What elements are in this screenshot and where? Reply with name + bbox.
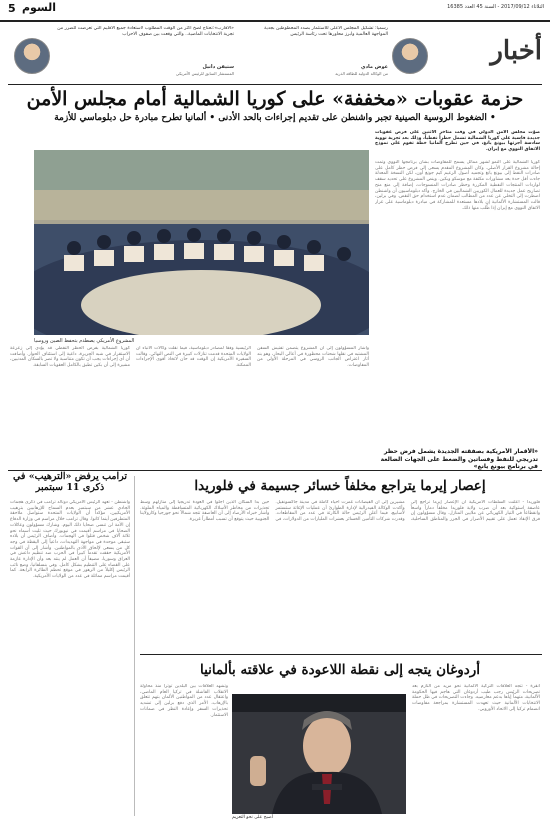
erdogan-photo-caption: أصبح على نحو التعزيم: [232, 815, 273, 820]
issue-date: الثلاثاء 2017/09/12 - السنة 45 العدد 16385: [447, 4, 544, 10]
lead-body-col-2: وأشار المسؤولون إلى أن المشروع يتضمن تفتيش السفن المشتبه في نقلها شحنات محظورة في أعالي البحار، وهو بند أثار اعتراض الجانب الروسي في المرحلة الأولى من المفاوضات.: [257, 346, 369, 369]
teaser-2: [54, 26, 234, 80]
lead-intro: صوّت مجلس الأمن الدولي في وقت متأخر الاثنين على فرض عقوبات جديدة قاسية على كوريا الشمالية تشمل حظراً نفطياً، وذلك بعد تجربة نووية سادسة أجرتها بيونغ يانغ، في حين تطرح ألمانيا خطة تقوم على نموذج الاتفاق النووي مع إيران.: [375, 130, 540, 153]
header-divider: [8, 84, 542, 85]
erdogan-top-divider: [140, 654, 542, 655]
irma-headline: إعصار إيرما يتراجع مخلفاً خسائر جسيمة في فلوريدا: [194, 478, 486, 494]
erdogan-body-left: وتشهد العلاقات بين البلدين توتراً منذ محاولة الانقلاب الفاشلة في تركيا العام الماضي، واعتقال عدد من المواطنين الألمان بتهم تتعلق بالإرهاب، الأمر الذي دفع برلين إلى تشديد تحذيرات السفر وإعادة النظر في ضمانات الاستثمار.: [140, 684, 228, 718]
lead-body-col-3: الرئيسية وفقاً لمصادر دبلوماسية، فيما نقلت وكالات الأنباء أن الولايات المتحدة قدمت تنازلات كبيرة في النص النهائي. وقالت السفيرة الأمريكية إن الوقت قد حان لاتخاذ أقوى الإجراءات الممكنة.: [136, 346, 251, 369]
lead-body-col-4: كوريا الشمالية بفرض الحظر النفطي قد يؤدي إلى زعزعة الاستقرار في شبه الجزيرة، داعية إلى استئناف الحوار. وأضافت أن أي إجراءات يجب أن تكون متناسبة ولا تضر بالسكان المدنيين، مشيرة إلى أن بكين تطبق بالكامل العقوبات السابقة.: [10, 346, 130, 369]
lead-photo: [34, 150, 369, 335]
lead-photo-caption: المشروع الأمريكي يصطدم بتحفظ الصين وروسيا: [34, 338, 135, 344]
lead-headline: حزمة عقوبات «مخففة» على كوريا الشمالية أمام مجلس الأمن: [26, 88, 524, 110]
teaser-2-avatar: [14, 38, 50, 74]
security-council-illustration: [34, 150, 369, 335]
erdogan-photo: [232, 694, 406, 814]
section-title: أخبار: [490, 36, 542, 66]
erdogan-body-right: أنقرة - تتجه العلاقات التركية الألمانية نحو مزيد من التأزم بعد تصريحات الرئيس رجب طيب أردوغان التي هاجم فيها الحكومة الألمانية، متهماً إياها بدعم معارضيه. وجاءت التصريحات في ظل حملة الانتخابات الألمانية حيث تعهدت المستشارة بمراجعة مفاوضات انضمام تركيا إلى الاتحاد الأوروبي.: [412, 684, 540, 712]
teaser-2-text: «الأقارب»:تحتاج لضخ أكثر من الوقت المطلوب لاستعادة جميع الاقليم التي تعرضت للضرر من تجربة الانتخابات الماضية.. والتي وقعت بين صفوف الاحزاب: [57, 26, 234, 37]
lead-body-right: كوريا الشمالية على النمو لشهر مماثل يسمح للمفاوضات بشأن برنامجها النووي وتمت إحالة مشروع القرار الأصلي. وكان المشروع المقدم يسعى إلى فرض حظر كامل على صادرات النفط إلى بيونغ يانغ وتجميد أصول الزعيم كيم جونغ أون، لكن النسخة المعدلة جاءت أقل حدة بعد مشاورات مكثفة مع موسكو وبكين. وينص المشروع على تحديد سقف لواردات المنتجات النفطية المكررة وحظر صادرات المنسوجات، إضافة إلى منع منح تصاريح عمل جديدة للعمال الكوريين الشماليين في الخارج. وأكد دبلوماسيون أن واشنطن اضطرت إلى التخلي عن عدد من المطالب لضمان عدم استخدام حق النقض. وفي برلين، قالت المستشارة الألمانية إن بلادها مستعدة للمشاركة في مبادرة دبلوماسية على غرار الاتفاق النووي مع إيران إذا طُلب منها ذلك.: [375, 160, 540, 211]
newspaper-logo: السوم: [22, 1, 57, 14]
erdogan-portrait-illustration: [232, 694, 406, 814]
teaser-2-name: ستيفن دانيل: [202, 64, 234, 70]
irma-body: فلوريدا - أعلنت السلطات الأمريكية أن الإعصار إيرما تراجع إلى عاصفة استوائية بعد أن ضرب ولاية فلوريدا مخلفاً دماراً واسعاً وانقطاعاً في التيار الكهربائي عن ملايين المنازل. وقال مسؤولون إن فرق الإنقاذ تعمل على تقييم الأضرار في الجزر والمناطق الساحلية، مشيرين إلى أن الفيضانات غمرت أحياء كاملة في مدينة جاكسونفيل. وأكدت الوكالة الفيدرالية لإدارة الطوارئ أن عمليات الإغاثة ستستمر لأسابيع، فيما أعلن الرئيس حالة الكارثة في عدد من المقاطعات. وقدرت شركات التأمين الخسائر بعشرات المليارات من الدولارات، في حين بدأ السكان الذين أُجلوا في العودة تدريجياً إلى منازلهم وسط تحذيرات من مخاطر الأسلاك الكهربائية المتساقطة والمياه الملوثة. وأشار خبراء الأرصاد إلى أن العاصفة تتجه شمالاً نحو جورجيا وكارولاينا الجنوبية حيث يتوقع أن تسبب أمطاراً غزيرة.: [140, 500, 540, 523]
lead-subheadline: • الضغوط الروسية الصينية تجبر واشنطن على تقديم إجراءات بالحد الأدنى • ألمانيا تطرح مبادرة حل دبلوماسي للأزمة: [54, 113, 496, 123]
teaser-2-role: المستشار السابق للرئيس الأمريكي: [175, 71, 234, 76]
trump-body: واشنطن - تعهد الرئيس الأمريكي دونالد ترامب في ذكرى هجمات الحادي عشر من سبتمبر بعدم السماح للإرهابيين بترهيب الأمريكيين، مؤكداً أن الولايات المتحدة ستواصل ملاحقة المتطرفين أينما كانوا. وقال ترامب خلال مراسم في وزارة الدفاع إن الأمة لن تنسى ضحايا ذلك اليوم. وشارك مسؤولون وعائلات الضحايا في مراسم أقيمت في نيويورك حيث تليت أسماء نحو ثلاثة آلاف شخص قتلوا في الهجمات. وأضاف الرئيس أن بلاده ستبقى موحدة في مواجهة التهديدات، داعياً إلى اليقظة في وجه كل من يسعى لإلحاق الأذى بالمواطنين. وأشار إلى أن القوات الأمريكية حققت تقدماً كبيراً في الحرب ضد تنظيم داعش في العراق وسوريا، مضيفاً أن العمل لم ينته بعد وأن الإدارة عازمة على القضاء على التنظيم بشكل كامل. وفي بنسلفانيا، وضع نائب الرئيس إكليلاً من الزهور في موقع تحطم الطائرة الرابعة. كما أقيمت مراسم مماثلة في عدد من الولايات الأمريكية.: [10, 500, 130, 580]
lead-pullquote: «الأقمار الأمريكية بصفقته الجديدة يشمل فرض حظر تدريجي للنفط وفساتين والضغط على الجهات الضالعة في برنامج بيونغ يانغ»: [380, 448, 538, 470]
teaser-1-avatar: [392, 38, 428, 74]
page-number: 5: [8, 2, 16, 15]
teaser-1-role: من الوكالة الدولية للطاقة الذرية: [335, 71, 388, 76]
sidebar-divider: [134, 476, 135, 816]
teaser-1-name: عوض مادي: [360, 64, 388, 70]
erdogan-headline: أردوغان يتجه إلى نقطة اللاعودة في علاقته بألمانيا: [199, 662, 481, 678]
teaser-1: [250, 26, 388, 80]
teaser-1-text: رسمياً: تشكيل المجلس الاعلى للاستثمار بصدد المحظوظين بجدية المواجهة العالمية وابرز محاورها تحت رئاسة الرئيس: [264, 26, 388, 37]
masthead-bar: [0, 0, 550, 22]
trump-headline: ترامب يرفض «الترهيب» في ذكرى 11 سبتمبر: [12, 471, 128, 493]
